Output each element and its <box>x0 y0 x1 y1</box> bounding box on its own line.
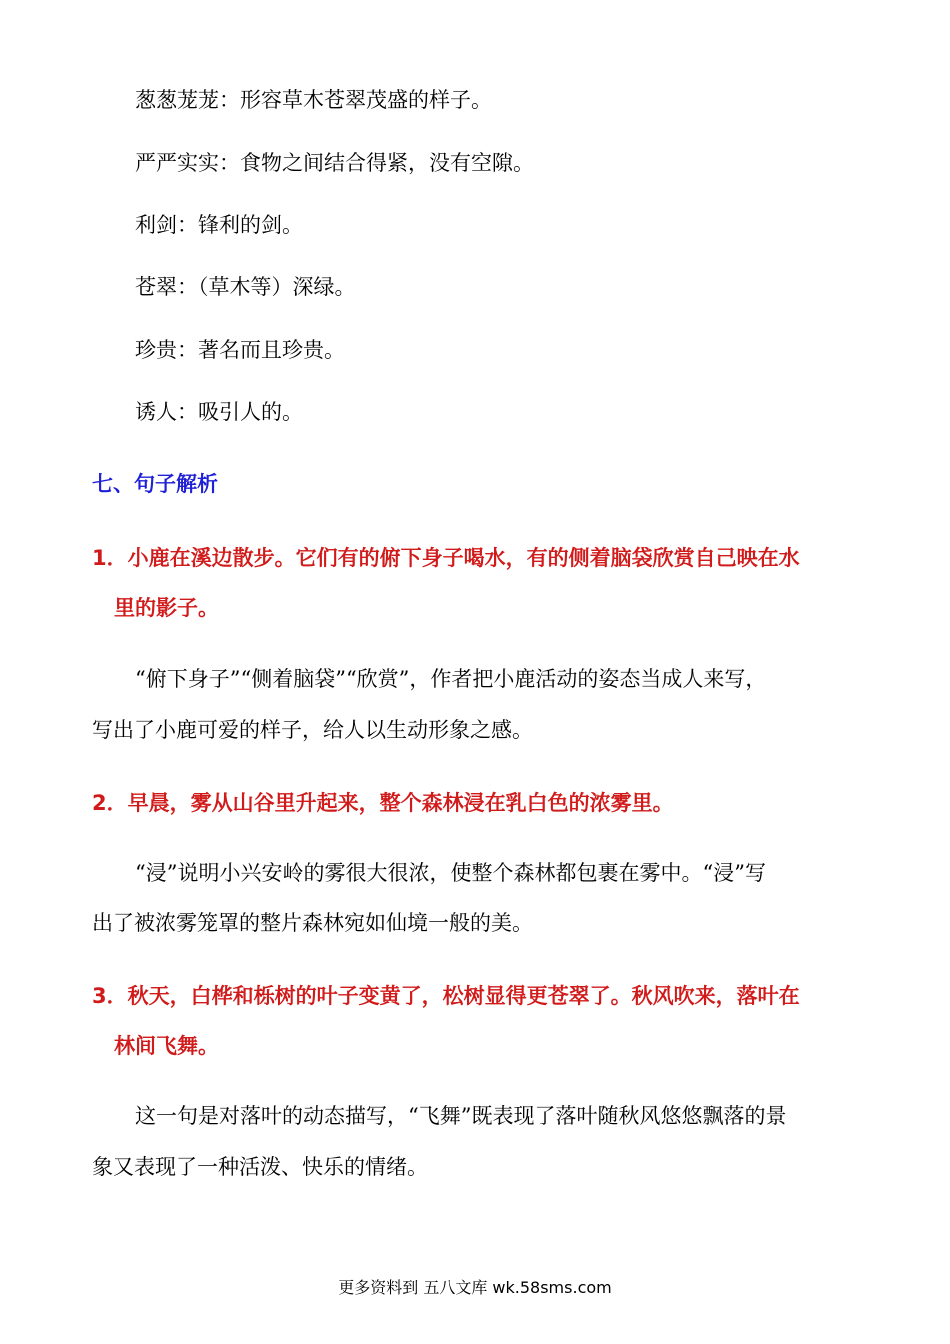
vocab-item: 诱人：吸引人的。 <box>135 400 303 424</box>
sentence-3-line-2: 林间飞舞。 <box>114 1034 219 1058</box>
analysis-2-line-2: 出了被浓雾笼罩的整片森林宛如仙境一般的美。 <box>92 911 533 935</box>
vocab-item: 严严实实：食物之间结合得紧，没有空隙。 <box>135 151 534 175</box>
vocab-item: 利剑：锋利的剑。 <box>135 213 303 237</box>
analysis-3-line-1: 这一句是对落叶的动态描写，“飞舞”既表现了落叶随秋风悠悠飘落的景 <box>135 1104 787 1128</box>
sentence-3-line-1: 3．秋天，白桦和栎树的叶子变黄了，松树显得更苍翠了。秋风吹来，落叶在 <box>92 984 800 1008</box>
vocab-item: 苍翠：（草木等）深绿。 <box>135 275 356 299</box>
vocab-item: 葱葱茏茏：形容草木苍翠茂盛的样子。 <box>135 88 492 112</box>
analysis-1-line-1: “俯下身子”“侧着脑袋”“欣赏”，作者把小鹿活动的姿态当成人来写， <box>135 667 767 691</box>
footer-link[interactable]: 更多资料到 五八文库 wk.58sms.com <box>338 1278 612 1297</box>
analysis-3-line-2: 象又表现了一种活泼、快乐的情绪。 <box>92 1155 428 1179</box>
sentence-1-line-1: 1．小鹿在溪边散步。它们有的俯下身子喝水，有的侧着脑袋欣赏自己映在水 <box>92 546 800 570</box>
vocab-item: 珍贵：著名而且珍贵。 <box>135 338 345 362</box>
section-heading: 七、句子解析 <box>92 472 218 496</box>
sentence-1-line-2: 里的影子。 <box>114 596 219 620</box>
analysis-1-line-2: 写出了小鹿可爱的样子，给人以生动形象之感。 <box>92 718 533 742</box>
sentence-2-line-1: 2．早晨，雾从山谷里升起来，整个森林浸在乳白色的浓雾里。 <box>92 791 674 815</box>
analysis-2-line-1: “浸”说明小兴安岭的雾很大很浓，使整个森林都包裹在雾中。“浸”写 <box>135 861 766 885</box>
